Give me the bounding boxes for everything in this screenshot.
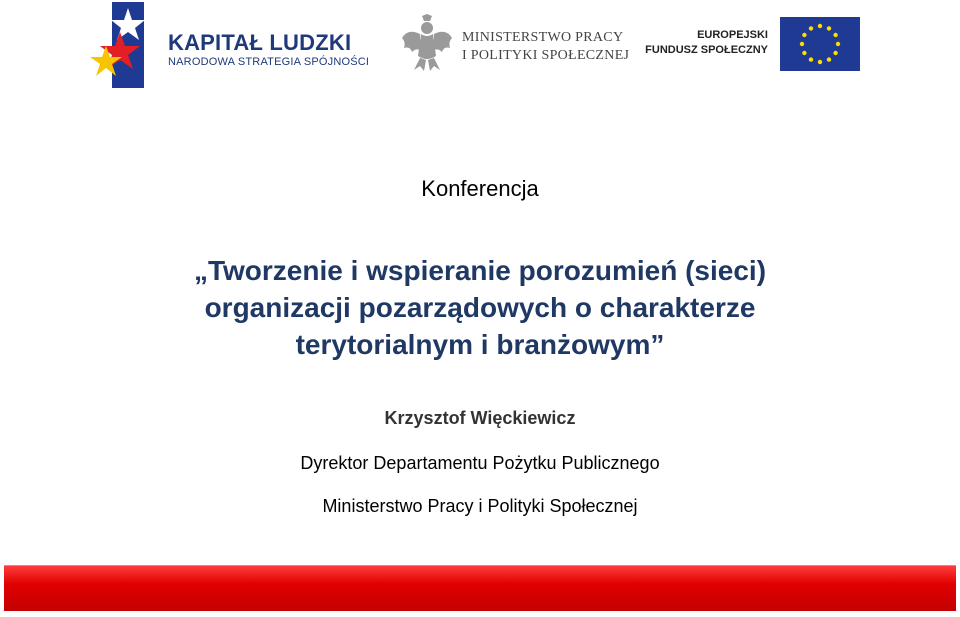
kapital-ludzki-title: KAPITAŁ LUDZKI [168,30,352,55]
title-line-2: organizacji pozarządowych o charakterze [204,292,756,323]
efs-line2: FUNDUSZ SPOŁECZNY [645,44,768,56]
speaker-organization: Ministerstwo Pracy i Polityki Społecznej [322,496,638,516]
ministry-name-line2: I POLITYKI SPOŁECZNEJ [462,48,630,63]
presentation-title [80,252,880,363]
title-line-1: „Tworzenie i wspieranie porozumień (sieci) [193,255,767,286]
eu-flag-icon [780,17,860,71]
speaker-name: Krzysztof Więckiewicz [384,408,576,428]
efs-logo [645,17,860,73]
kapital-ludzki-subtitle: NARODOWA STRATEGIA SPÓJNOŚCI [168,56,370,68]
ministry-logo [400,14,630,74]
efs-line1: EUROPEJSKI [697,29,768,41]
kapital-ludzki-star-icon [90,2,160,88]
title-line-3: terytorialnym i branżowym” [295,329,665,360]
eagle-emblem-icon [400,14,454,72]
kapital-ludzki-logo [90,2,370,88]
event-type: Konferencja [421,176,539,201]
footer-bar [4,565,956,611]
ministry-name-line1: MINISTERSTWO PRACY [462,30,624,45]
speaker-position: Dyrektor Departamentu Pożytku Publicznego [300,453,660,473]
